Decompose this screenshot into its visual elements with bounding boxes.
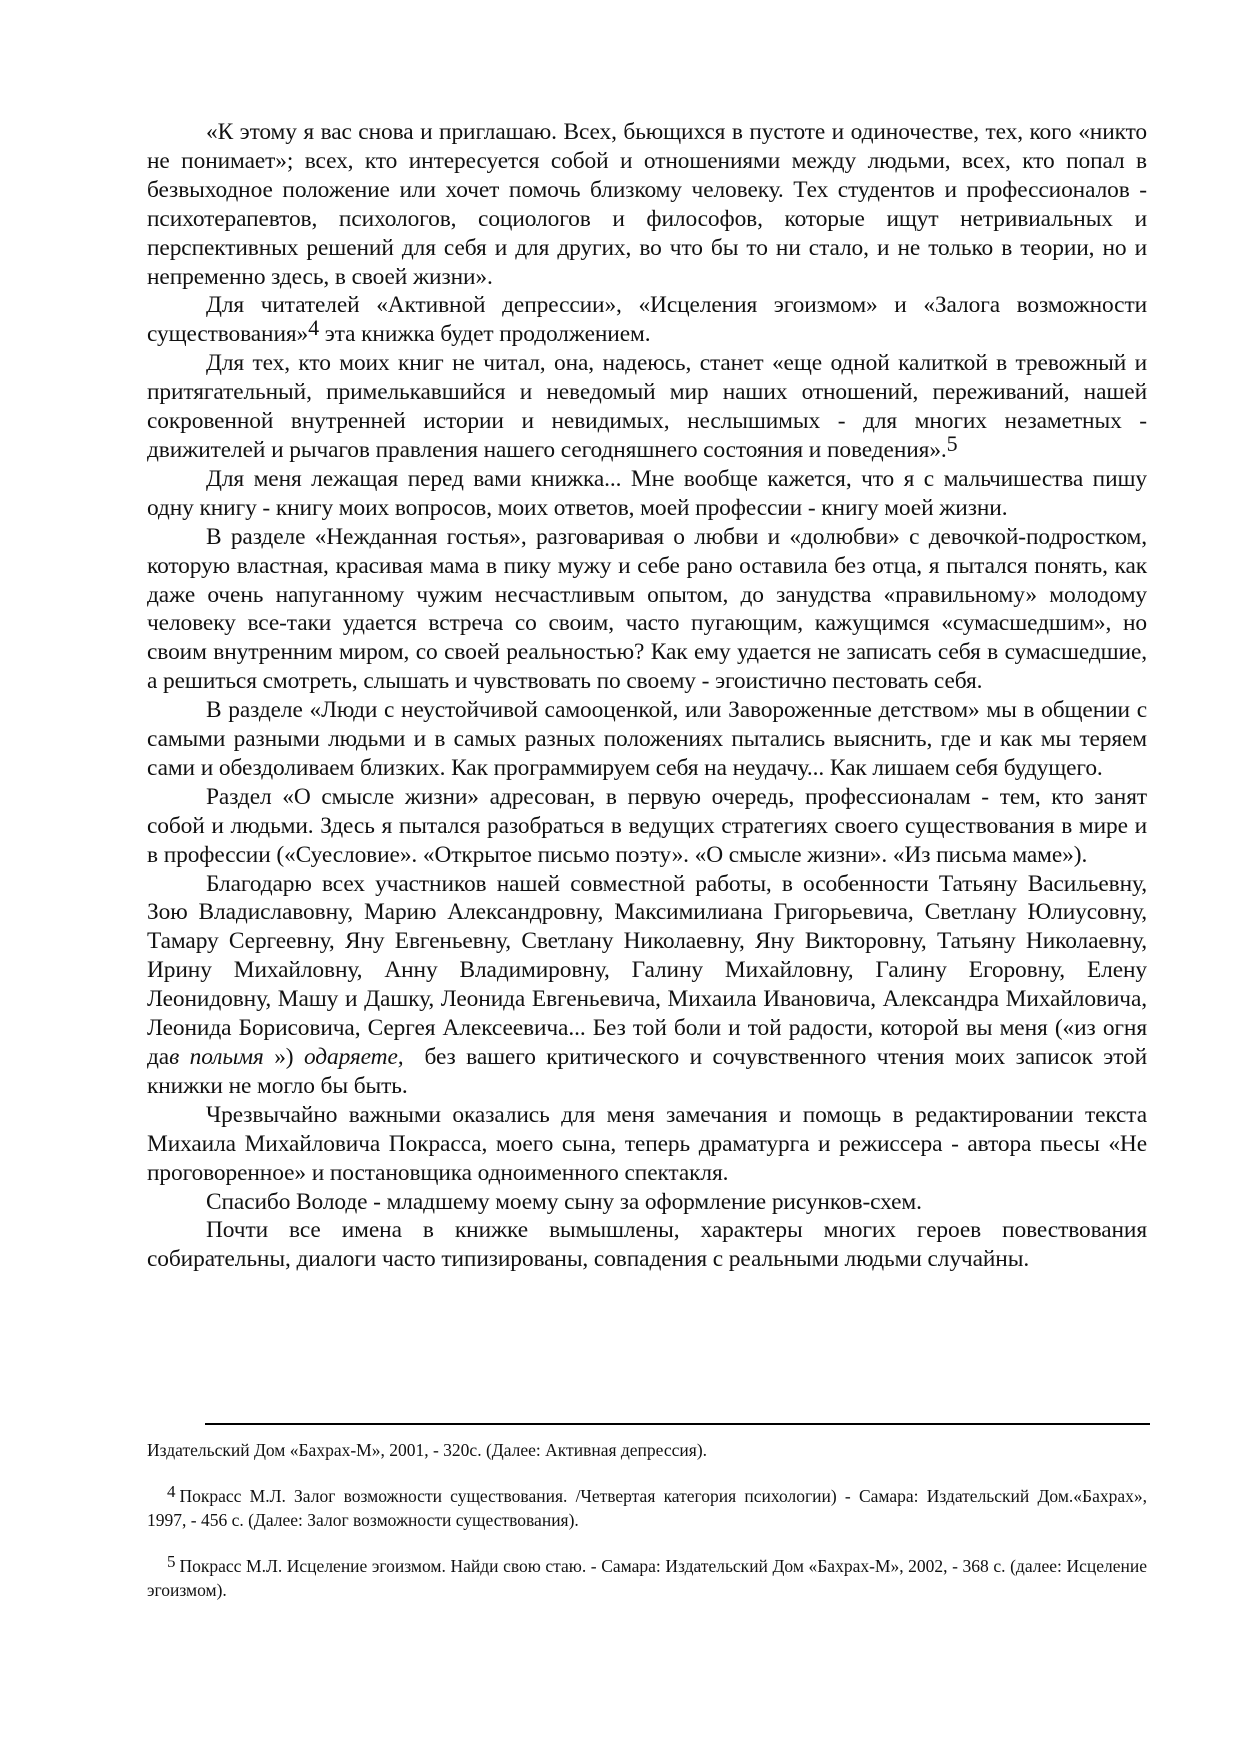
italic-text: в полымя [169, 1044, 275, 1070]
body-text [147, 118, 1153, 1274]
paragraph-disclaimer: Почти все имена в книжке вымышлены, характеры многих героев повествования собирательны, диалоги часто типизированы, совпадения с реальными людьми случайны. [147, 1217, 1147, 1273]
footnote-continuation: Издательский Дом «Бахрах-М», 2001, - 320с. (Далее: Активная депрессия). [147, 1440, 708, 1460]
paragraph-text: Благодарю всех участников нашей совместной работы, в особенности Татьяну Васильевну, Зою Владиславовну, Марию Александровну, Максимилиана Григорьевича, Светлану Юлиусовну, Тамару Сергеевну, Яну Евгеньевну, Светлану Николаевну, Яну Викторовну, Татьяну Николаевну, Ирину Михайловну, Анну Владимировну, Галину Михайловну, Галину Егоровну, Елену Леонидовну, Машу и Дашку, Леонида Евгеньевича, Михаила Ивановича, Александра Михайловича, Леонида Борисовича, Сергея Алексеевича... Без той боли и той радости, которой вы меня («из огня да [147, 870, 1147, 1070]
footnotes [147, 1438, 1147, 1624]
paragraph-unstable-self-esteem: В разделе «Люди с неустойчивой самооценкой, или Завороженные детством» мы в общении с самыми разными людьми и в самых разных положениях пытались выяснить, где и как мы теряем сами и обездоливаем близких. Как программируем себя на неудачу... Как лишаем себя будущего. [147, 697, 1147, 781]
footnote-5 [147, 1554, 1147, 1602]
paragraph-for-me: Для меня лежащая перед вами книжка... Мне вообще кажется, что я с мальчишества пишу одну книгу - книгу моих вопросов, моих ответов, моей профессии - книгу моей жизни. [147, 465, 1147, 521]
paragraph-text: без вашего критического и сочувственного чтения моих записок этой книжки не могло бы быть. [147, 1044, 1153, 1099]
paragraph-text: Для читателей «Активной депрессии», «Исцеления эгоизмом» и «Залога возможности существования» [147, 292, 1147, 348]
paragraph-unexpected-guest: В разделе «Нежданная гостья», разговаривая о любви и «долюбви» с девочкой-подростком, которую властная, красивая мама в пику мужу и себе рано оставила без отца, я пытался понять, как даже очень напуганному чужим несчастливым опытом, до занудства «правильному» молодому человеку все-таки удается встреча со своим, часто пугающим, кажущимся «сумасшедшим», но своим внутренним миром, со своей реальностью? Как ему удается не записать себя в сумасшедшие, а решиться смотреть, слышать и чувствовать по своему - эгоистично пестовать себя. [147, 523, 1147, 695]
paragraph-acknowledgements [147, 870, 1153, 1101]
footnote-number: 4 [167, 1482, 176, 1501]
footnote-number: 5 [167, 1552, 176, 1571]
footnote-ref-5[interactable]: 5 [946, 430, 958, 456]
paragraph-invitation-quote: «К этому я вас снова и приглашаю. Всех, бьющихся в пустоте и одиночестве, тех, кого «никто не понимает»; всех, кто интересуется собой и отношениями между людьми, всех, кто попал в безвыходное положение или хочет помочь близкому человеку. Тех студентов и профессионалов - психотерапевтов, психологов, социологов и философов, которые ищут нетривиальных и перспективных решений для себя и для других, во что бы то ни стало, и не только в теории, но и непременно здесь, в своей жизни». [147, 119, 1147, 290]
paragraph-volodya-thanks: Спасибо Володе - младшему моему сыну за оформление рисунков-схем. [206, 1188, 922, 1215]
paragraph-editing-thanks: Чрезвычайно важными оказались для меня замечания и помощь в редактировании текста Михаила Михайловича Покрасса, моего сына, теперь драматурга и режиссера - автора пьесы «Не проговоренное» и постановщика одноименного спектакля. [147, 1101, 1147, 1186]
document-page [147, 118, 1153, 1274]
italic-text: одаряете, [304, 1044, 404, 1070]
paragraph-text: эта книжка будет продолжением. [319, 321, 651, 348]
paragraph-meaning-of-life: Раздел «О смысле жизни» адресован, в первую очередь, профессионалам - тем, кто занят собой и людьми. Здесь я пытался разобраться в ведущих стратегиях своего существования в мире и в профессии («Суесловие». «Открытое письмо поэту». «О смысле жизни». «Из письма маме»). [147, 783, 1147, 868]
paragraph-continuation [147, 291, 1147, 349]
footnote-text: Покрасс М.Л. Залог возможности существования. /Четвертая категория психологии) - Самара: Издательский Дом.«Бахрах», 1997, - 456 с. (Далее: Залог возможности существования). [147, 1486, 1147, 1530]
footnote-4 [147, 1484, 1147, 1532]
footnote-ref-4[interactable]: 4 [308, 315, 320, 341]
paragraph-text: Для тех, кто моих книг не читал, она, надеюсь, станет «еще одной калиткой в тревожный и притягательный, примелькавшийся и неведомый мир наших отношений, переживаний, нашей сокровенной внутренней истории и невидимых, неслышимых - для многих незаметных - движителей и рычагов правления нашего сегодняшнего состояния и поведения». [147, 350, 1147, 463]
footnote-text: Покрасс М.Л. Исцеление эгоизмом. Найди свою стаю. - Самара: Издательский Дом «Бахрах-М», 2002, - 368 с. (далее: Исцеление эгоизмом). [147, 1556, 1147, 1600]
footnote-separator [205, 1423, 1150, 1425]
paragraph-new-readers [147, 349, 1147, 465]
paragraph-text: ») [274, 1044, 304, 1070]
